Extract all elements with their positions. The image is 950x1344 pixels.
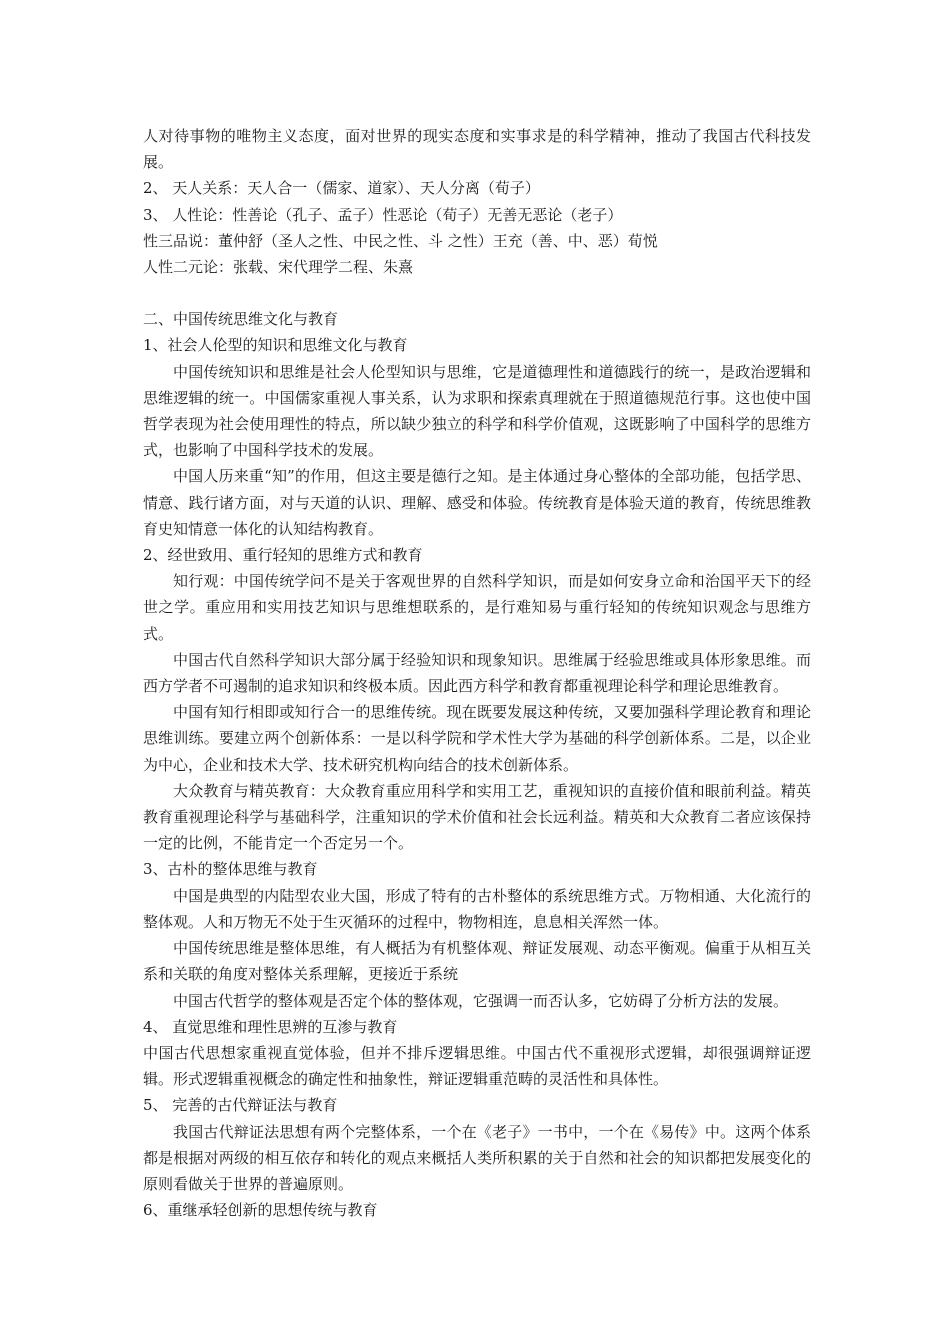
subsection-heading: 1、社会人伦型的知识和思维文化与教育 <box>143 336 408 355</box>
subsection-heading: 4、 直觉思维和理性思辨的互渗与教育 <box>143 1017 398 1036</box>
paragraph: 性三品说：董仲舒（圣人之性、中民之性、斗 之性）王充（善、中、恶）荀悦 <box>143 231 658 250</box>
document-body <box>143 123 811 1223</box>
blank-line <box>143 280 811 306</box>
paragraph: 中国有知行相即或知行合一的思维传统。现在既要发展这种传统，又要加强科学理论教育和理论思维训练。要建立两个创新体系：一是以科学院和学术性大学为基础的科学创新体系。二是，以企业为中心，企业和技术大学、技术研究机构向结合的技术创新体系。 <box>143 703 811 774</box>
paragraph: 中国人历来重“知”的作用，但这主要是德行之知。是主体通过身心整体的全部功能，包括学思、情意、践行诸方面，对与天道的认识、理解、感受和体验。传统教育是体验天道的教育，传统思维教育史知情意一体化的认知结构教育。 <box>143 467 811 538</box>
paragraph: 大众教育与精英教育：大众教育重应用科学和实用工艺，重视知识的直接价值和眼前利益。精英教育重视理论科学与基础科学，注重知识的学术价值和社会长远利益。精英和大众教育二者应该保持一定的比例，不能肯定一个否定另一个。 <box>143 781 811 853</box>
paragraph: 人性二元论：张载、宋代理学二程、朱熹 <box>143 258 414 277</box>
subsection-heading: 2、经世致用、重行轻知的思维方式和教育 <box>143 546 423 565</box>
list-item-heaven-human: 2、 天人关系：天人合一（儒家、道家）、天人分离（荀子） <box>143 179 540 198</box>
subsection-heading: 5、 完善的古代辩证法与教育 <box>143 1096 338 1115</box>
paragraph: 我国古代辩证法思想有两个完整体系，一个在《老子》一书中，一个在《易传》中。这两个体系都是根据对两级的相互依存和转化的观点来概括人类所积累的关于自然和社会的知识都把发展变化的原则看做关于世界的普遍原则。 <box>143 1122 811 1193</box>
paragraph: 中国古代自然科学知识大部分属于经验知识和现象知识。思维属于经验思维或具体形象思维。而西方学者不可遏制的追求知识和终极本质。因此西方科学和教育都重视理论科学和理论思维教育。 <box>143 650 811 696</box>
subsection-heading: 3、古朴的整体思维与教育 <box>143 860 318 879</box>
paragraph: 知行观：中国传统学问不是关于客观世界的自然科学知识，而是如何安身立命和治国平天下的经世之学。重应用和实用技艺知识与思维想联系的，是行难知易与重行轻知的传统知识观念与思维方式。 <box>143 572 811 643</box>
paragraph: 中国传统知识和思维是社会人伦型知识与思维，它是道德理性和道德践行的统一，是政治逻辑和思维逻辑的统一。中国儒家重视人事关系，认为求职和探索真理就在于照道德规范行事。这也使中国哲学表现为社会使用理性的特点，所以缺少独立的科学和科学价值观，这既影响了中国科学的思维方式，也影响了中国科学技术的发展。 <box>143 362 811 460</box>
subsection-heading: 6、重继承轻创新的思想传统与教育 <box>143 1201 378 1220</box>
section-heading: 二、中国传统思维文化与教育 <box>143 310 339 329</box>
paragraph: 中国古代哲学的整体观是否定个体的整体观，它强调一而否认多，它妨碍了分析方法的发展。 <box>173 991 789 1010</box>
paragraph: 中国是典型的内陆型农业大国，形成了特有的古朴整体的系统思维方式。万物相通、大化流行的整体观。人和万物无不处于生灭循环的过程中，物物相连，息息相关浑然一体。 <box>143 886 811 931</box>
paragraph: 中国传统思维是整体思维，有人概括为有机整体观、辩证发展观、动态平衡观。偏重于从相互关系和关联的角度对整体关系理解，更接近于系统 <box>143 939 811 984</box>
list-item-human-nature: 3、 人性论：性善论（孔子、孟子）性恶论（荀子）无善无恶论（老子） <box>143 205 623 224</box>
paragraph: 人对待事物的唯物主义态度，面对世界的现实态度和实事求是的科学精神，推动了我国古代科技发展。 <box>143 127 811 172</box>
paragraph: 中国古代思想家重视直觉体验，但并不排斥逻辑思维。中国古代不重视形式逻辑，却很强调辩证逻辑。形式逻辑重视概念的确定性和抽象性，辩证逻辑重范畴的灵活性和具体性。 <box>143 1043 811 1089</box>
